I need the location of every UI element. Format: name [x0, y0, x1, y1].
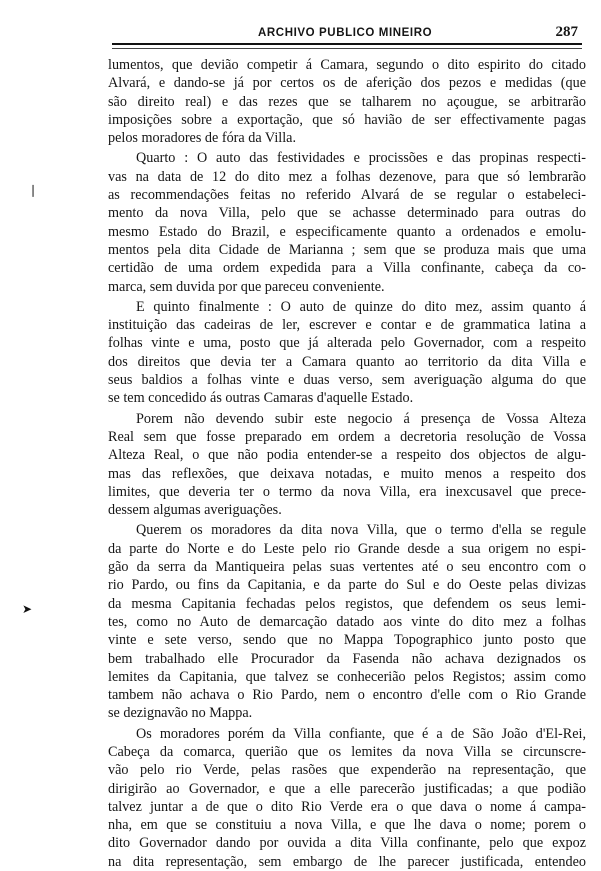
text-line: Os moradores porém da Villa confiante, que é a de São João d'El-Rei,	[136, 725, 586, 742]
text-line: dirigirão ao Governador, e que a elle parecerão justificadas; a que podião	[108, 780, 586, 797]
text-line: são direito real) e das rezes que se talharem no açougue, se arbitrarão	[108, 93, 586, 110]
text-line: Cabeça da comarca, querião que os lemites da nova Villa se circunscre-	[108, 743, 586, 760]
running-title: ARCHIVO PUBLICO MINEIRO	[258, 27, 433, 39]
text-line: instituição das cadeiras de ler, escrever e contar e de grammatica latina a	[108, 317, 586, 334]
text-line: lemites da Capitania, que talvez se conhecerião pelos Registos; assim como	[108, 668, 586, 685]
text-line: se dezignavão no Mappa.	[108, 705, 253, 722]
text-line: pelos moradores de fóra da Villa.	[108, 130, 296, 147]
margin-mark-icon: ❘	[28, 183, 39, 197]
text-line: se tem concedido ás outras Camaras d'aquelle Estado.	[108, 390, 414, 407]
text-line: mento da nova Villa, pelo que se achasse determinado para outras do	[108, 205, 586, 222]
text-line: tes, como no Auto de demarcação datado aos vinte do dito mez a folhas	[108, 613, 586, 630]
text-line: limites, que deveria ter o termo da nova Villa, era inexcusavel que prece-	[108, 483, 586, 500]
text-line: rio Pardo, ou fins da Capitania, e da parte do Sul e do Oeste pelas divizas	[108, 577, 586, 594]
text-line: mesmo Estado do Brazil, e especificamente quanto a ordenados e emolu-	[108, 223, 586, 240]
text-line: marca, sem duvida por que pareceu conveniente.	[108, 278, 385, 295]
margin-arrow-icon: ➤	[22, 602, 33, 616]
text-line: gão da serra da Mantiqueira pelas suas vertentes até o seu encontro com o	[108, 559, 586, 576]
text-line: seus baldios a folhas vinte e duas verso, sem averiguação alguma do que	[108, 372, 586, 389]
body-text	[108, 56, 586, 871]
text-line: Porem não devendo subir este negocio á presença de Vossa Alteza	[136, 410, 586, 427]
page-number: 287	[555, 24, 578, 40]
text-line: folhas vinte e uma, posto que já alterada pelo Governador, com a respeito	[108, 335, 586, 352]
text-line: bem trabalhado elle Procurador da Fasenda não achava dezignados os	[108, 650, 586, 667]
text-line: E quinto finalmente : O auto de quinze do dito mez, assim quanto á	[136, 298, 586, 315]
text-line: mentos pela dita Cidade de Marianna ; sem que se produza mais que uma	[108, 241, 586, 258]
text-line: vão pelo rio Verde, pelas rasões que expenderão na representação, que	[108, 762, 586, 779]
text-line: mas das reflexões, que deixava notadas, e muito menos a respeito dos	[108, 465, 586, 482]
text-line: nha, em que se constituiu a nova Villa, e que lhe dava o nome; porem o	[108, 817, 586, 834]
text-line: dos direitos que devia ter a Camara quanto ao territorio da dita Villa e	[108, 353, 586, 370]
text-line: da mesma Capitania fechadas pelos registos, que defendem os seus lemi-	[108, 595, 586, 612]
text-line: na dita representação, sem embargo de lhe parecer justificada, entendeo	[108, 853, 586, 870]
text-line: Quarto : O auto das festividades e procissões e das propinas respecti-	[136, 150, 586, 167]
header-rule	[112, 43, 582, 45]
text-line: Real sem que fosse preparado em ordem a decretoria resolução de Vossa	[108, 428, 586, 445]
text-line: as recommendações feitas no referido Alvará de se regular o estabeleci-	[108, 187, 586, 204]
text-line: da parte do Norte e do Leste pelo rio Grande desde a sua origem no espi-	[108, 540, 586, 557]
text-line: vinte e sete verso, sendo que no Mappa Topographico junto posto que	[108, 632, 586, 649]
text-line: dessem algumas averiguações.	[108, 502, 282, 519]
text-line: talvez juntar a de que o dito Rio Verde era o que dava o nome á campa-	[108, 798, 586, 815]
text-line: Alvará, e dando-se já por certos os de aferição dos pezos e medidas (que	[108, 75, 586, 92]
text-line: Alteza Real, o que não podia entender-se a respeito dos objectos de algu-	[108, 447, 586, 464]
text-line: certidão de uma ordem expedida para a Villa confinante, cabeça da co-	[108, 260, 586, 277]
text-line: tambem não achava o Rio Pardo, nem o encontro d'elle com o Rio Grande	[108, 687, 586, 704]
header-rule-thin	[112, 48, 582, 49]
page-header	[108, 21, 582, 43]
text-line: dito Governador dando por ouvida a dita Villa confinante, pelo que expoz	[108, 835, 586, 852]
text-line: vas na data de 12 do dito mez a folhas dezenove, para que só lembrarão	[108, 168, 586, 185]
text-line: imposições sobre a exportação, que só havião de ser effectivamente pagas	[108, 111, 586, 128]
text-line: Querem os moradores da dita nova Villa, que o termo d'ella se regule	[136, 522, 586, 539]
text-line: lumentos, que devião competir á Camara, segundo o dito espirito do citado	[108, 57, 586, 73]
